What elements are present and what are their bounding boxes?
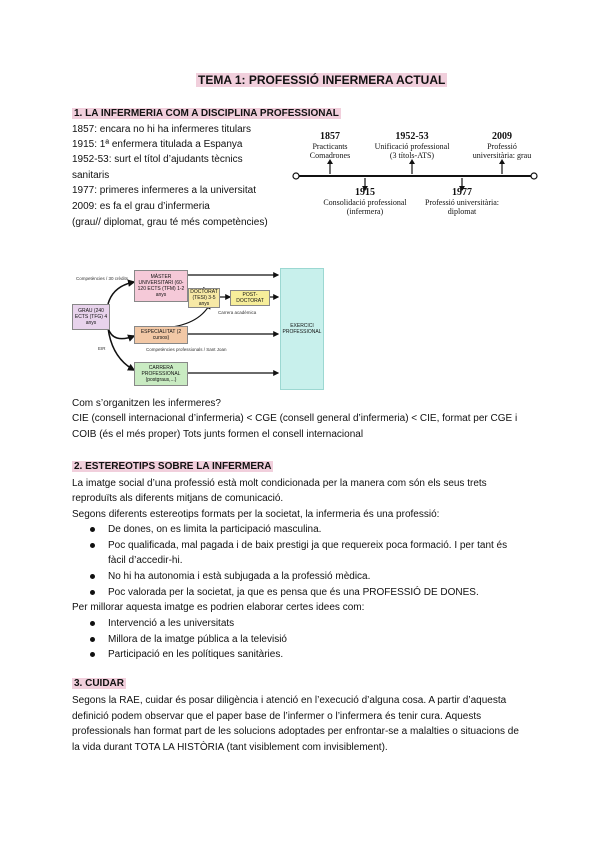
list-item: Intervenció a les universitats [108, 618, 235, 629]
section3-heading: 3. CUIDAR [74, 678, 125, 689]
timeline-event: 1977 Professió universitària: diplomat [425, 187, 499, 216]
org-line: COIB (és el més proper) Tots junts formen el consell internacional [72, 429, 364, 440]
grau-box: GRAU (240 ECTS (TFG) 4 anys [72, 304, 110, 330]
section3-line: professionals han format part de les solucions adoptades per enfrontar-se a malalties o situacions de [72, 726, 519, 737]
section1-line: 1952-53: surt el títol d’ajudants tècnics [72, 154, 243, 165]
list-item: Millora de la imatge pública a la televisió [108, 634, 287, 645]
section1-line: 1857: encara no hi ha infermeres titulars [72, 124, 251, 135]
section2-heading: 2. ESTEREOTIPS SOBRE LA INFERMERA [74, 461, 272, 472]
education-flow-diagram [68, 266, 330, 390]
flow-note: EIR [98, 346, 106, 351]
flow-note: Competències / 30 crèdits [76, 276, 129, 281]
section1-line: 1977: primeres infermeres a la universitat [72, 185, 256, 196]
exercici-box: EXERCICI PROFESSIONAL [280, 268, 324, 390]
section1-line: (grau// diplomat, grau té més competències) [72, 217, 268, 228]
section3-line: la vida durant TOTA LA HISTÒRIA (tant visiblement com invisiblement). [72, 742, 388, 753]
section3-line: Segons la RAE, cuidar és posar diligència i atenció en l’execució d’alguna cosa. A partir d’aquesta [72, 695, 507, 706]
timeline-event: 2009 Professió universitària: grau [472, 131, 532, 160]
section2-paragraph: La imatge social d’una professió està molt condicionada per la manera com són els seus trets [72, 478, 487, 489]
doctorat-box: DOCTORAT (TESI) 3-5 anys [188, 288, 220, 308]
master-box: MÀSTER UNIVERSITARI (60-120 ECTS (TFM) 1-2 anys [134, 270, 188, 302]
bullet-icon [90, 637, 95, 642]
section2-paragraph: reproduïts als diferents mitjans de comunicació. [72, 493, 284, 504]
org-heading: Com s’organitzen les infermeres? [72, 398, 221, 409]
section1-heading: 1. LA INFERMERIA COM A DISCIPLINA PROFESSIONAL [74, 108, 339, 119]
bullet-icon [90, 621, 95, 626]
list-item: fàcil d’accedir-hi. [108, 555, 183, 566]
section1-line: sanitaris [72, 170, 110, 181]
list-item: No hi ha autonomia i està subjugada a la professió mèdica. [108, 571, 371, 582]
list-item: Poc valorada per la societat, ja que es pensa que és una PROFESSIÓ DE DONES. [108, 587, 479, 598]
org-line: CIE (consell internacional d’infermeria) < CGE (consell general d’infermeria) < CIE, format per CGE i [72, 413, 518, 424]
section3-line: definició podem observar que el paper base de l’infermer o l’infermera és tenir cura. Aquests [72, 711, 482, 722]
section2-paragraph: Segons diferents estereotips formats per la societat, la infermeria és una professió: [72, 509, 440, 520]
timeline-event: 1915 Consolidació professional (infermera) [323, 187, 407, 216]
bullet-icon [90, 590, 95, 595]
list-item: Poc qualificada, mal pagada i de baix prestigi ja que requereix poca formació. I per tant és [108, 540, 508, 551]
bullet-icon [90, 574, 95, 579]
flow-note: Competències professionals / Sant Joan [146, 347, 227, 352]
timeline [290, 128, 540, 228]
bullet-icon [90, 527, 95, 532]
page-title: TEMA 1: PROFESSIÓ INFERMERA ACTUAL [198, 73, 446, 87]
list-item: Participació en les polítiques sanitàries. [108, 649, 284, 660]
especialitat-box: ESPECIALITAT (2 cursos) [134, 326, 188, 344]
postdoc-box: POST-DOCTORAT [230, 290, 270, 306]
bullet-icon [90, 543, 95, 548]
carrera-box: CARRERA PROFESSIONAL (postgraus,...) [134, 362, 188, 386]
list-item: De dones, on es limita la participació masculina. [108, 524, 322, 535]
bullet-icon [90, 652, 95, 657]
timeline-event: 1952-53 Unificació professional (3 títols-ATS) [374, 131, 450, 160]
flow-note: Carrera acadèmica [218, 310, 257, 315]
section1-line: 1915: 1ª enfermera titulada a Espanya [72, 139, 243, 150]
section2-paragraph: Per millorar aquesta imatge es podrien elaborar certes idees com: [72, 602, 365, 613]
timeline-event: 1857 Practicants Comadrones [309, 131, 351, 160]
section1-line: 2009: es fa el grau d’infermeria [72, 201, 210, 212]
